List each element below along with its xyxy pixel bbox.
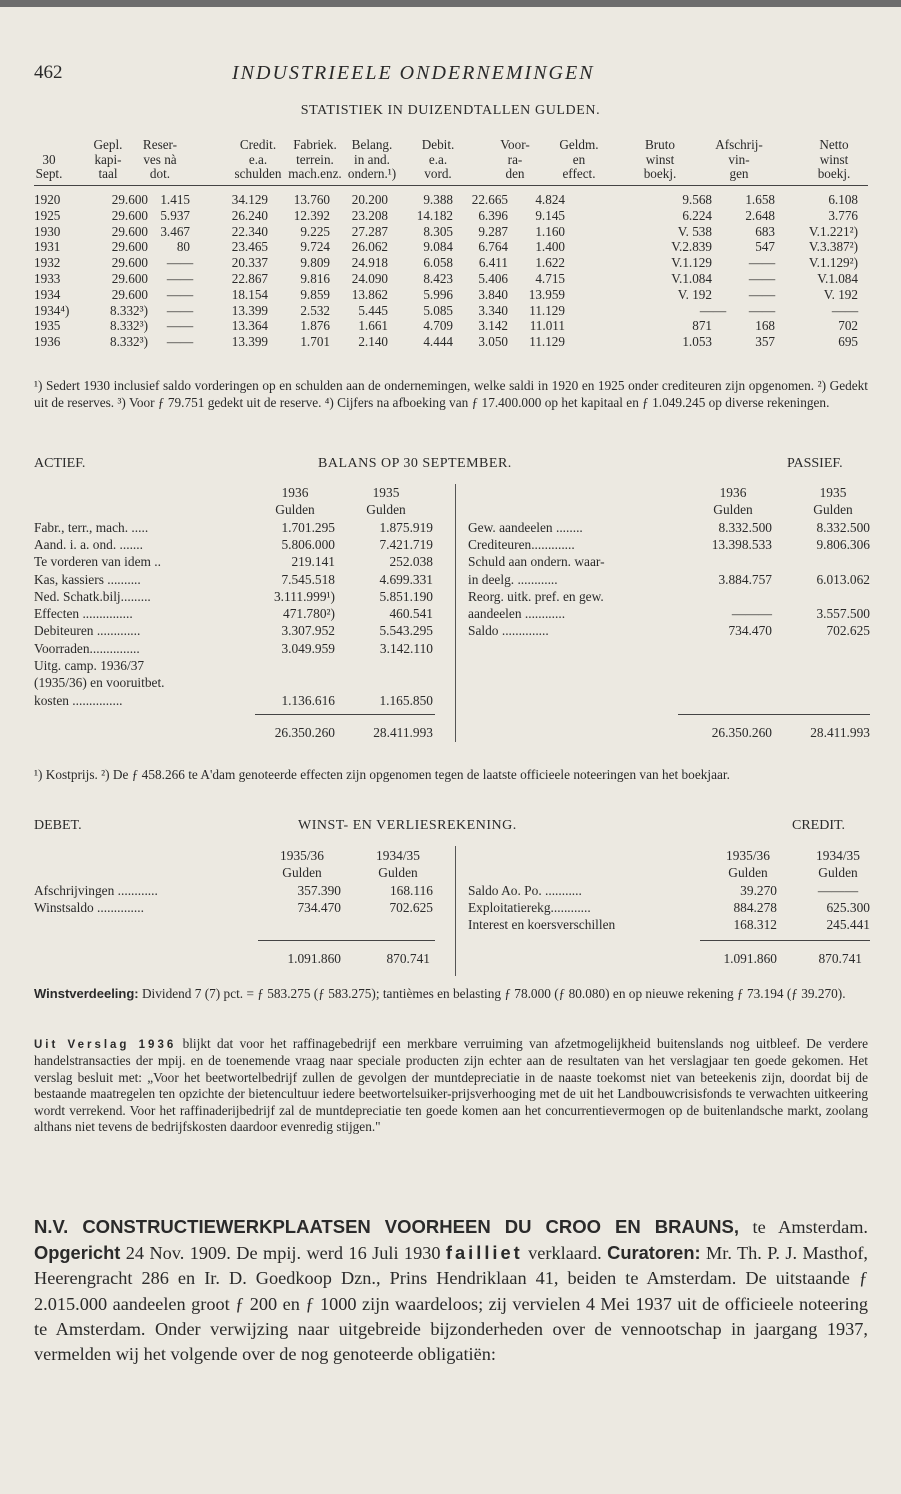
stats-cell-5-7: 5.406 xyxy=(478,271,508,286)
stats-cell-4-5: 24.918 xyxy=(351,255,388,271)
stats-cell-5-1: 29.600 xyxy=(111,271,148,286)
credit-b-2: 245.441 xyxy=(826,917,870,933)
winst-text: Dividend 7 (7) pct. = ƒ 583.275 (ƒ 583.275); tantièmes en belasting ƒ 78.000 (ƒ 80.080) en op nieuwe rekening ƒ 73.194 (ƒ 39.270). xyxy=(138,986,846,1001)
passief-1936-5: ——— xyxy=(731,606,772,622)
stats-cell-9-4: 1.701 xyxy=(300,334,330,350)
stats-cell-7-7: 3.340 xyxy=(478,302,508,318)
credit-b-1: 625.300 xyxy=(826,899,870,915)
stats-header-1: Gepl. xyxy=(93,137,123,152)
stats-cell-1-10: 2.648 xyxy=(745,207,775,223)
actief-1936-5: 471.780²) xyxy=(283,606,335,622)
stats-cell-8-7: 3.142 xyxy=(478,318,508,334)
balance-actief-total-1935: 28.411.993 xyxy=(373,725,433,740)
stats-header-3: schulden xyxy=(234,166,282,182)
stats-cell-5-10: —— xyxy=(748,271,776,286)
stats-header-4: Fabriek. xyxy=(293,137,337,152)
stats-cell-7-11: —— xyxy=(831,302,859,318)
stats-header-5: ondern.¹) xyxy=(347,166,397,182)
stats-cell-0-4: 13.760 xyxy=(293,192,330,207)
pl-debet-unit-a: Gulden xyxy=(282,865,322,881)
stats-header-10: Afschrij- xyxy=(715,137,763,152)
stats-cell-8-1: 8.332³) xyxy=(109,318,148,334)
stats-cell-6-11: V. 192 xyxy=(823,286,858,302)
stats-header-7: Voor- xyxy=(500,137,530,152)
stats-cell-7-8: 11.129 xyxy=(529,302,565,318)
stats-cell-9-10: 357 xyxy=(755,334,775,350)
stats-cell-1-5: 23.208 xyxy=(351,207,388,223)
stats-cell-1-9: 6.224 xyxy=(682,207,712,223)
stats-cell-5-3: 22.867 xyxy=(231,271,268,286)
stats-cell-0-3: 34.129 xyxy=(231,192,268,207)
winst-paragraph xyxy=(34,986,868,1003)
verslag-label: Uit Verslag 1936 xyxy=(34,1039,177,1051)
pl-debet-total-b: 870.741 xyxy=(386,951,430,966)
stats-cell-3-11: V.3.387²) xyxy=(808,239,858,255)
stats-cell-7-3: 13.399 xyxy=(231,302,268,318)
pl-debet-year-b: 1934/35 xyxy=(376,848,420,863)
stats-cell-4-1: 29.600 xyxy=(111,255,148,271)
stats-cell-0-10: 1.658 xyxy=(745,192,775,207)
stats-cell-3-6: 9.084 xyxy=(423,239,453,255)
stats-cell-6-9: V. 192 xyxy=(677,286,712,302)
stats-cell-0-2: 1.415 xyxy=(160,192,190,207)
actief-label-5: Effecten ............... xyxy=(34,606,133,622)
stats-cell-1-8: 9.145 xyxy=(535,207,565,223)
stats-header-7: ra- xyxy=(507,151,523,167)
pl-credit-total-b: 870.741 xyxy=(818,951,862,966)
stats-cell-8-3: 13.364 xyxy=(231,318,268,334)
stats-cell-4-4: 9.809 xyxy=(300,255,330,271)
stats-cell-2-0: 1930 xyxy=(34,223,61,239)
stats-cell-8-4: 1.876 xyxy=(300,318,330,334)
stats-cell-6-10: —— xyxy=(748,286,776,302)
stats-cell-5-11: V.1.084 xyxy=(817,271,858,286)
page-number: 462 xyxy=(34,62,63,83)
stats-header-11: winst xyxy=(819,151,849,167)
credit-a-1: 884.278 xyxy=(733,899,777,915)
verslag-paragraph xyxy=(34,1036,868,1135)
credit-b-0: ——— xyxy=(817,882,859,898)
stats-cell-8-2: —— xyxy=(166,318,194,334)
actief-1936-1: 5.806.000 xyxy=(281,536,335,552)
stats-cell-3-3: 23.465 xyxy=(231,239,268,255)
pl-credit-total-rule xyxy=(700,940,870,941)
stats-cell-3-0: 1931 xyxy=(34,239,61,255)
stats-header-5: in and. xyxy=(354,151,390,167)
passief-1935-1: 9.806.306 xyxy=(816,536,870,552)
stats-cell-2-8: 1.160 xyxy=(535,223,565,239)
actief-1935-5: 460.541 xyxy=(389,606,433,622)
stats-cell-8-0: 1935 xyxy=(34,318,61,334)
failliet-label: failliet xyxy=(445,1242,523,1264)
stats-cell-9-8: 11.129 xyxy=(529,334,565,350)
stats-cell-2-4: 9.225 xyxy=(300,223,330,239)
stats-header-10: gen xyxy=(729,166,749,182)
passief-label-0: Gew. aandeelen ........ xyxy=(468,519,583,535)
company-text-1: te Amsterdam. xyxy=(739,1217,869,1237)
verslag-text: blijkt dat voor het raffinagebedrijf een merkbare verruiming van afzetmogelijkheid buitenslands nog uitbleef. De verdere handelstransacties der mpij. en de toenemende vraag naar speciale producten zijn echter aan de resultaten van het verslagjaar ten goede gekomen. Het verslag besluit met: „Voor het beetwortelbedrijf zullen de gevolgen der muntdepreciatie in de naaste toekomst niet van beteekenis zijn, doordat bij de bestaande maatregelen ten opzichte der bietencultuur iedere beetwortelsuiker-prijsverhooging met de uit het Landbouwcrisisfonds te verwachten uitkeering wordt verrekend. Voor het raffinaderijbedrijf zal de muntdepreciatie ten goede komen aan het concurrentievermogen op de buitenlandsche markt, zoolang althans niet tevens de bedrijfskosten daardoor evenredig stijgen." xyxy=(34,1036,868,1135)
credit-label-1: Exploitatierekg............ xyxy=(468,899,591,915)
passief-1936-6: 734.470 xyxy=(728,623,772,639)
balance-actief-total-1936: 26.350.260 xyxy=(274,725,335,740)
stats-cell-1-1: 29.600 xyxy=(111,207,148,223)
stats-cell-7-10: —— xyxy=(748,302,776,318)
actief-label-9: (1935/36) en vooruitbet. xyxy=(34,675,165,691)
stats-cell-0-0: 1920 xyxy=(34,192,61,207)
stats-cell-0-1: 29.600 xyxy=(111,192,148,207)
stats-cell-4-6: 6.058 xyxy=(423,255,453,271)
balance-passief-total-1935: 28.411.993 xyxy=(810,725,870,740)
company-text-3: verklaard. xyxy=(522,1243,608,1264)
stats-header-4: mach.enz. xyxy=(288,166,342,182)
balance-passief-total-1936: 26.350.260 xyxy=(711,725,772,740)
stats-header-3: e.a. xyxy=(248,151,268,167)
stats-cell-2-10: 683 xyxy=(755,223,775,239)
actief-label-4: Ned. Schatk.bilj......... xyxy=(34,588,151,604)
stats-header-10: vin- xyxy=(728,151,750,167)
pl-credit-year-a: 1935/36 xyxy=(726,848,770,863)
passief-1936-3: 3.884.757 xyxy=(718,571,772,587)
pl-debet-total-a: 1.091.860 xyxy=(287,951,341,966)
stats-header-6: Debit. xyxy=(421,137,455,152)
debet-a-0: 357.390 xyxy=(297,882,341,898)
stats-cell-9-11: 695 xyxy=(838,334,858,350)
stats-cell-4-8: 1.622 xyxy=(535,255,565,271)
stats-cell-0-5: 20.200 xyxy=(351,192,388,207)
stats-cell-8-8: 11.011 xyxy=(529,318,565,334)
stats-cell-4-2: —— xyxy=(166,255,194,271)
stats-header-11: boekj. xyxy=(817,166,851,182)
debet-a-1: 734.470 xyxy=(297,899,341,915)
stats-cell-0-7: 22.665 xyxy=(471,192,508,207)
stats-cell-7-0: 1934⁴) xyxy=(34,302,70,318)
stats-cell-1-7: 6.396 xyxy=(478,207,508,223)
stats-header-9: winst xyxy=(645,151,675,167)
stats-cell-6-7: 3.840 xyxy=(478,286,508,302)
stats-cell-6-2: —— xyxy=(166,286,194,302)
stats-header-8: effect. xyxy=(562,166,596,182)
stats-cell-6-3: 18.154 xyxy=(231,286,268,302)
stats-cell-5-9: V.1.084 xyxy=(671,271,712,286)
stats-cell-1-6: 14.182 xyxy=(416,207,453,223)
stats-cell-0-6: 9.388 xyxy=(423,192,453,207)
stats-cell-7-5: 5.445 xyxy=(358,302,388,318)
actief-1935-4: 5.851.190 xyxy=(379,588,433,604)
company-paragraph xyxy=(34,1214,868,1367)
actief-1935-2: 252.038 xyxy=(389,554,433,570)
pl-credit-year-b: 1934/35 xyxy=(816,848,860,863)
curatoren-label: Curatoren: xyxy=(607,1242,701,1264)
actief-1936-2: 219.141 xyxy=(291,554,335,570)
actief-1936-0: 1.701.295 xyxy=(281,519,335,535)
actief-1936-4: 3.111.999¹) xyxy=(273,588,335,604)
actief-1936-10: 1.136.616 xyxy=(281,692,335,708)
stats-cell-5-5: 24.090 xyxy=(351,271,388,286)
debet-b-0: 168.116 xyxy=(389,882,433,898)
stats-header-6: vord. xyxy=(424,166,452,182)
stats-cell-9-7: 3.050 xyxy=(478,334,508,350)
stats-cell-4-3: 20.337 xyxy=(231,255,268,271)
stats-header-9: boekj. xyxy=(643,166,677,182)
stats-cell-6-8: 13.959 xyxy=(528,286,565,302)
stats-cell-8-9: 871 xyxy=(692,318,712,334)
stats-cell-1-2: 5.937 xyxy=(160,207,190,223)
stats-cell-2-6: 8.305 xyxy=(423,223,453,239)
stats-cell-2-11: V.1.221²) xyxy=(808,223,858,239)
stats-cell-4-9: V.1.129 xyxy=(671,255,712,271)
balance-right-label: PASSIEF. xyxy=(787,456,843,471)
debet-label-0: Afschrijvingen ............ xyxy=(34,882,158,898)
stats-header-3: Credit. xyxy=(239,137,277,152)
pl-debet-total-rule xyxy=(258,940,435,941)
stats-cell-7-2: —— xyxy=(166,302,194,318)
balance-passief-year-b: 1935 xyxy=(819,485,847,500)
stats-header-4: terrein. xyxy=(296,151,334,167)
stats-cell-9-1: 8.332³) xyxy=(109,334,148,350)
stats-cell-3-5: 26.062 xyxy=(351,239,388,255)
stats-cell-6-1: 29.600 xyxy=(111,286,148,302)
debet-label-1: Winstsaldo .............. xyxy=(34,899,144,915)
stats-cell-0-8: 4.824 xyxy=(535,192,565,207)
actief-label-1: Aand. i. a. ond. ....... xyxy=(34,536,143,552)
winst-label: Winstverdeeling: xyxy=(34,986,139,1001)
company-text-4: Mr. Th. P. J. Masthof, Heerengracht 286 en Ir. D. Goedkoop Dzn., Prins Hendriklaan 41, beiden te Amsterdam. De uitstaande ƒ 2.015.000 aandeelen groot ƒ 200 en ƒ 1000 zijn waardeloos; zij vervielen 4 Mei 1937 uit de officieele noteering te Amsterdam. Onder verwijzing naar uitgebreide bijzonderheden over de vennootschap in jaargang 1937, vermelden wij het volgende over de nog genoteerde obligatiën: xyxy=(34,1243,868,1365)
company-name: N.V. CONSTRUCTIEWERKPLAATSEN VOORHEEN DU CROO EN BRAUNS, xyxy=(34,1216,740,1237)
passief-1935-3: 6.013.062 xyxy=(816,571,870,587)
stats-cell-5-6: 8.423 xyxy=(423,271,453,286)
stats-cell-6-6: 5.996 xyxy=(423,286,453,302)
stats-cell-2-7: 9.287 xyxy=(478,223,508,239)
balance-footnote: ¹) Kostprijs. ²) De ƒ 458.266 te A'dam genoteerde effecten zijn opgenomen tegen de laatste officieele noteeringen van het boekjaar. xyxy=(34,767,730,782)
credit-a-0: 39.270 xyxy=(740,882,777,898)
pl-left-label: DEBET. xyxy=(34,818,82,833)
actief-1935-10: 1.165.850 xyxy=(379,692,433,708)
balance-actief-unit-a: Gulden xyxy=(275,502,315,518)
actief-label-8: Uitg. camp. 1936/37 xyxy=(34,658,145,673)
pl-debet-year-a: 1935/36 xyxy=(280,848,324,863)
actief-1936-3: 7.545.518 xyxy=(281,571,335,587)
stats-cell-8-6: 4.709 xyxy=(423,318,453,334)
passief-label-2: Schuld aan ondern. waar- xyxy=(468,554,605,570)
stats-cell-7-4: 2.532 xyxy=(300,302,330,318)
stats-cell-5-4: 9.816 xyxy=(300,271,330,286)
pl-credit-total-a: 1.091.860 xyxy=(723,951,777,966)
credit-label-2: Interest en koersverschillen xyxy=(468,917,616,933)
stats-cell-9-6: 4.444 xyxy=(423,334,453,350)
stats-header-8: Geldm. xyxy=(559,137,599,152)
pl-debet-unit-b: Gulden xyxy=(378,865,418,881)
passief-label-5: aandeelen ............ xyxy=(468,606,566,622)
balance-passief-unit-a: Gulden xyxy=(713,502,753,518)
stats-cell-4-10: —— xyxy=(748,255,776,271)
stats-cell-8-10: 168 xyxy=(755,318,775,334)
debet-b-1: 702.625 xyxy=(389,899,433,915)
stats-cell-0-11: 6.108 xyxy=(828,192,858,207)
stats-cell-3-4: 9.724 xyxy=(300,239,330,255)
balance-title: BALANS OP 30 SEPTEMBER. xyxy=(318,456,512,471)
stats-header-9: Bruto xyxy=(644,137,676,152)
balance-actief-year-b: 1935 xyxy=(372,485,400,500)
stats-cell-9-5: 2.140 xyxy=(358,334,388,350)
actief-1935-1: 7.421.719 xyxy=(379,536,433,552)
stats-cell-4-7: 6.411 xyxy=(478,255,508,271)
actief-1935-7: 3.142.110 xyxy=(379,640,433,656)
stats-cell-3-1: 29.600 xyxy=(111,239,148,255)
stats-cell-5-2: —— xyxy=(166,271,194,286)
stats-cell-6-5: 13.862 xyxy=(351,286,388,302)
stats-cell-9-2: —— xyxy=(166,334,194,350)
stats-header-1: kapi- xyxy=(94,151,122,167)
balance-passief-year-a: 1936 xyxy=(719,485,747,500)
stats-cell-4-0: 1932 xyxy=(34,255,61,271)
stats-header-8: en xyxy=(572,151,586,167)
stats-cell-3-9: V.2.839 xyxy=(671,239,712,255)
stats-cell-1-4: 12.392 xyxy=(293,207,330,223)
passief-1935-5: 3.557.500 xyxy=(816,606,870,622)
stats-cell-8-11: 702 xyxy=(838,318,858,334)
stats-cell-3-2: 80 xyxy=(176,239,190,255)
stats-cell-2-1: 29.600 xyxy=(111,223,148,239)
stats-cell-2-5: 27.287 xyxy=(351,223,388,239)
stats-cell-9-0: 1936 xyxy=(34,334,61,350)
stats-cell-6-0: 1934 xyxy=(34,286,61,302)
stats-header-5: Belang. xyxy=(351,137,393,152)
actief-1935-6: 5.543.295 xyxy=(379,623,433,639)
stats-cell-5-0: 1933 xyxy=(34,271,61,286)
balance-actief-unit-b: Gulden xyxy=(366,502,406,518)
stats-footnote: ¹) Sedert 1930 inclusief saldo vorderingen op en schulden aan de ondernemingen, welke saldi in 1920 en 1925 onder crediteuren zijn opgenomen. ²) Gedekt uit de reserves. ³) Voor ƒ 79.751 gedekt uit de reserve. ⁴) Cijfers na afboeking van ƒ 17.400.000 op het kapitaal en ƒ 1.049.245 op diverse rekeningen. xyxy=(34,378,868,410)
passief-1935-6: 702.625 xyxy=(826,623,870,639)
passief-label-4: Reorg. uitk. pref. en gew. xyxy=(468,588,604,604)
stats-header-7: den xyxy=(505,166,525,182)
actief-label-7: Voorraden............... xyxy=(34,640,140,656)
passief-label-1: Crediteuren............. xyxy=(468,536,575,552)
balance-passief-unit-b: Gulden xyxy=(813,502,853,518)
passief-1935-0: 8.332.500 xyxy=(816,519,870,535)
stats-cell-0-9: 9.568 xyxy=(682,192,712,207)
stats-cell-9-9: 1.053 xyxy=(682,334,712,350)
stats-cell-3-7: 6.764 xyxy=(478,239,508,255)
credit-label-0: Saldo Ao. Po. ........... xyxy=(468,882,582,898)
pl-credit-unit-a: Gulden xyxy=(728,865,768,881)
stats-cell-7-9: —— xyxy=(699,302,727,318)
stats-cell-4-11: V.1.129²) xyxy=(808,255,858,271)
stats-header-2: ves nà xyxy=(143,151,177,167)
balance-left-label: ACTIEF. xyxy=(34,456,86,471)
stats-cell-5-8: 4.715 xyxy=(535,271,565,286)
stats-cell-3-8: 1.400 xyxy=(535,239,565,255)
stats-cell-3-10: 547 xyxy=(755,239,775,255)
actief-1936-7: 3.049.959 xyxy=(281,640,335,656)
stats-cell-6-4: 9.859 xyxy=(300,286,330,302)
stats-header-0: Sept. xyxy=(35,166,63,182)
pl-title: WINST- EN VERLIESREKENING. xyxy=(298,818,517,833)
balance-actief-year-a: 1936 xyxy=(281,485,309,500)
running-title: INDUSTRIEELE ONDERNEMINGEN xyxy=(232,62,595,84)
actief-label-2: Te vorderen van idem .. xyxy=(34,554,161,570)
opgericht-label: Opgericht xyxy=(34,1242,121,1264)
stats-cell-1-3: 26.240 xyxy=(231,207,268,223)
company-text-2: 24 Nov. 1909. De mpij. werd 16 Juli 1930 xyxy=(120,1243,446,1264)
stats-header-2: Reser- xyxy=(142,137,178,152)
stats-cell-9-3: 13.399 xyxy=(231,334,268,350)
pl-right-label: CREDIT. xyxy=(792,818,846,833)
pl-credit-unit-b: Gulden xyxy=(818,865,858,881)
stats-cell-2-9: V. 538 xyxy=(677,223,712,239)
actief-1935-3: 4.699.331 xyxy=(379,571,433,587)
actief-1936-6: 3.307.952 xyxy=(281,623,335,639)
actief-label-6: Debiteuren ............. xyxy=(34,623,141,639)
passief-label-6: Saldo .............. xyxy=(468,623,549,639)
stats-header-2: dot. xyxy=(149,166,171,182)
passief-1936-1: 13.398.533 xyxy=(711,536,772,552)
stats-title: STATISTIEK IN DUIZENDTALLEN GULDEN. xyxy=(300,103,601,118)
actief-label-10: kosten ............... xyxy=(34,692,123,708)
actief-1935-0: 1.875.919 xyxy=(379,519,433,535)
stats-cell-1-0: 1925 xyxy=(34,207,61,223)
passief-label-3: in deelg. ............ xyxy=(468,571,558,587)
passief-1936-0: 8.332.500 xyxy=(718,519,772,535)
stats-header-6: e.a. xyxy=(428,151,448,167)
stats-header-1: taal xyxy=(98,166,118,182)
stats-cell-1-11: 3.776 xyxy=(828,207,858,223)
stats-header-11: Netto xyxy=(819,137,849,152)
stats-header-0: 30 xyxy=(42,151,56,167)
actief-label-3: Kas, kassiers .......... xyxy=(34,571,141,587)
stats-cell-8-5: 1.661 xyxy=(358,318,388,334)
stats-cell-2-3: 22.340 xyxy=(231,223,268,239)
stats-cell-2-2: 3.467 xyxy=(160,223,190,239)
stats-cell-7-1: 8.332³) xyxy=(109,302,148,318)
stats-cell-7-6: 5.085 xyxy=(423,302,453,318)
credit-a-2: 168.312 xyxy=(733,917,777,933)
actief-label-0: Fabr., terr., mach. ..... xyxy=(34,519,149,535)
